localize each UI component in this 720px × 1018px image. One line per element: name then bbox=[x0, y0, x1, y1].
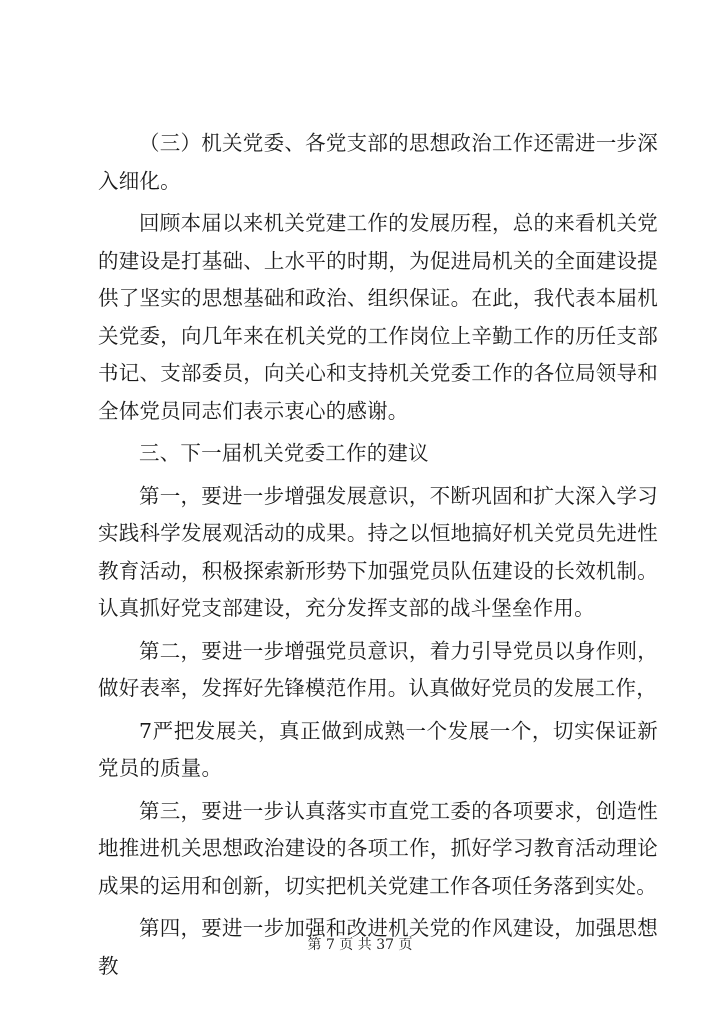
page-number-footer: 第 7 页 共 37 页 bbox=[307, 937, 413, 953]
paragraph-suggestion-second-cont: 7严把发展关，真正做到成熟一个发展一个，切实保证新党员的质量。 bbox=[98, 718, 658, 780]
paragraph-suggestion-fourth: 第四，要进一步加强和改进机关党的作风建设，加强思想教 bbox=[98, 916, 658, 978]
paragraph-section-3-issue: （三）机关党委、各党支部的思想政治工作还需进一步深入细化。 bbox=[98, 131, 658, 193]
paragraph-suggestion-second: 第二，要进一步增强党员意识，着力引导党员以身作则，做好表率，发挥好先锋模范作用。认真做好党员的发展工作， bbox=[98, 638, 658, 700]
paragraph-suggestion-third: 第三，要进一步认真落实市直党工委的各项要求，创造性地推进机关思想政治建设的各项工作，抓好学习教育活动理论成果的运用和创新，切实把机关党建工作各项任务落到实处。 bbox=[98, 798, 658, 898]
paragraph-review-and-thanks: 回顾本届以来机关党建工作的发展历程，总的来看机关党的建设是打基础、上水平的时期，为促进局机关的全面建设提供了坚实的思想基础和政治、组织保证。在此，我代表本届机关党委，向几年来在机关党的工作岗位上辛勤工作的历任支部书记、支部委员，向关心和支持机关党委工作的各位局领导和全体党员同志们表示衷心的感谢。 bbox=[98, 211, 658, 423]
paragraph-suggestion-first: 第一，要进一步增强发展意识，不断巩固和扩大深入学习实践科学发展观活动的成果。持之以恒地搞好机关党员先进性教育活动，积极探索新形势下加强党员队伍建设的长效机制。认真抓好党支部建设，充分发挥支部的战斗堡垒作用。 bbox=[98, 483, 658, 620]
section-heading-suggestions: 三、下一届机关党委工作的建议 bbox=[139, 441, 429, 465]
document-body bbox=[98, 125, 658, 985]
